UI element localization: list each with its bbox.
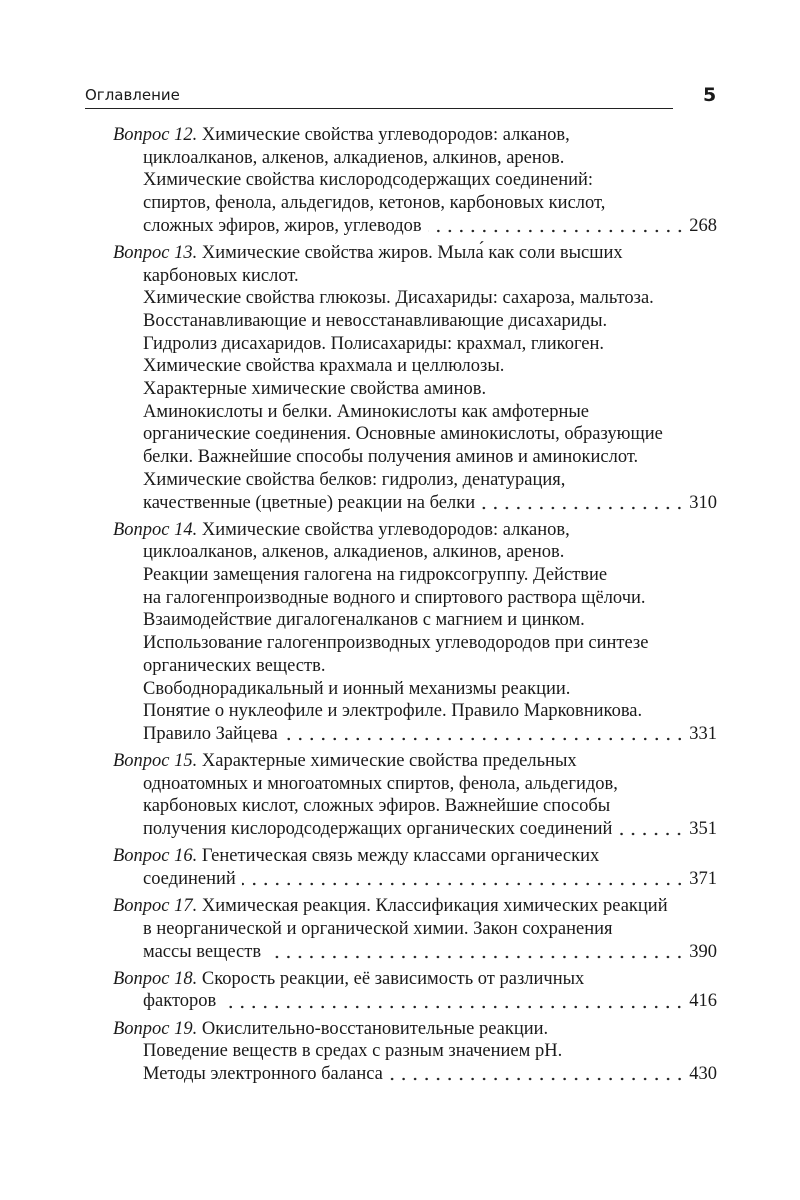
question-label: Вопрос 19.	[113, 1018, 198, 1039]
toc-entry[interactable]	[113, 845, 717, 890]
toc-entry-text: соединений	[143, 869, 236, 889]
toc-entry-text-wrap	[143, 402, 589, 422]
toc-entry-text: Химические свойства крахмала и целлюлозы.	[143, 356, 505, 377]
dot-leader	[267, 955, 685, 959]
toc-entry-line	[113, 446, 717, 469]
toc-entry-text-wrap	[143, 311, 607, 331]
toc-entry-line	[113, 918, 717, 941]
toc-entry-line	[113, 378, 717, 401]
toc-entry-text-wrap	[113, 751, 577, 771]
toc-entry-text-wrap	[113, 846, 599, 866]
toc-entry-line	[113, 215, 717, 238]
toc-entry-text-wrap	[143, 701, 642, 721]
toc-entry-text: Методы электронного баланса	[143, 1064, 383, 1084]
toc-entry-line	[113, 1040, 717, 1063]
toc-entry-line	[113, 147, 717, 170]
toc-entry[interactable]	[113, 895, 717, 963]
toc-entry-text-wrap	[143, 610, 585, 630]
toc-entry-text: Реакции замещения галогена на гидроксогруппу. Действие	[143, 565, 608, 586]
toc-entry-text-wrap	[143, 941, 261, 964]
toc-entry-text: Химические свойства глюкозы. Дисахариды: сахароза, мальтоза.	[143, 288, 654, 309]
toc-entry-text-wrap	[113, 125, 570, 145]
toc-entry[interactable]	[113, 1018, 717, 1086]
toc-entry-text-wrap	[143, 492, 475, 515]
question-label: Вопрос 17.	[113, 896, 198, 917]
toc-entry-line	[113, 700, 717, 723]
toc-entry-text-wrap	[143, 193, 605, 213]
toc-entry-text: циклоалканов, алкенов, алкадиенов, алкинов, аренов.	[143, 542, 565, 563]
toc-entry-line	[113, 564, 717, 587]
toc-entry-line	[113, 895, 717, 918]
toc-entry-line	[113, 750, 717, 773]
toc-entry-line	[113, 124, 717, 147]
toc-entry-text-wrap	[143, 470, 565, 490]
toc-entry-text: Химические свойства углеводородов: алканов,	[201, 519, 570, 540]
toc-entry-text: в неорганической и органической химии. Закон сохранения	[143, 918, 613, 939]
toc-page-number[interactable]: 371	[689, 869, 717, 889]
toc-entry-text-wrap	[143, 288, 654, 308]
toc-entry-text: Правило Зайцева	[143, 723, 278, 744]
toc-entry-text: Химические свойства белков: гидролиз, денатурация,	[143, 469, 566, 490]
toc-entry-text: Характерные химические свойства предельных	[201, 751, 577, 772]
toc-entry-text: Восстанавливающие и невосстанавливающие дисахариды.	[143, 311, 608, 331]
toc-entry-text: органических веществ.	[143, 655, 326, 676]
toc-entry-text-wrap	[143, 990, 216, 1013]
page-number: 5	[703, 84, 717, 106]
toc-entry-line	[113, 192, 717, 215]
toc-entry-text: сложных эфиров, жиров, углеводов	[143, 215, 422, 236]
toc-entry-line	[113, 1018, 717, 1041]
toc-page-number[interactable]: 390	[689, 941, 717, 962]
toc-page-number[interactable]: 430	[689, 1064, 717, 1084]
toc-entry-text-wrap	[143, 796, 610, 816]
toc-entry-text: циклоалканов, алкенов, алкадиенов, алкинов, аренов.	[143, 147, 565, 168]
toc-entry-text-wrap	[113, 969, 584, 989]
toc-entry-line	[113, 541, 717, 564]
toc-entry-text: Скорость реакции, её зависимость от различных	[201, 968, 585, 989]
toc-entry-line	[113, 773, 717, 796]
toc-entry-text-wrap	[143, 215, 422, 238]
toc-entry-line	[113, 587, 717, 610]
toc-entry-line	[113, 423, 717, 446]
toc-entry-text: карбоновых кислот, сложных эфиров. Важнейшие способы	[143, 796, 611, 817]
toc-entry-line	[113, 845, 717, 868]
question-label: Вопрос 18.	[113, 968, 198, 989]
toc-entry-text-wrap	[113, 243, 623, 263]
running-header	[85, 86, 673, 109]
question-label: Вопрос 15.	[113, 751, 198, 772]
toc-entry-line	[113, 287, 717, 310]
running-header-title: Оглавление	[85, 86, 180, 104]
toc-entry-text-wrap	[143, 774, 618, 794]
toc-entry[interactable]	[113, 968, 717, 1013]
toc-entry-line	[113, 632, 717, 655]
toc-entry-text-wrap	[143, 656, 325, 676]
toc-entry-text-wrap	[143, 424, 663, 444]
toc-entry-text-wrap	[143, 542, 564, 562]
toc-entry-text-wrap	[143, 266, 299, 286]
toc-entry-text-wrap	[143, 868, 236, 891]
toc-entry-text: Химическая реакция. Классификация химических реакций	[201, 896, 668, 917]
toc-entry-line	[113, 355, 717, 378]
toc-entry-text-wrap	[143, 633, 648, 653]
toc-entry-text: Окислительно-восстановительные реакции.	[201, 1018, 549, 1039]
question-label: Вопрос 16.	[113, 846, 198, 867]
toc-entry-text-wrap	[143, 679, 570, 699]
toc-entry-text-wrap	[143, 447, 638, 467]
toc-entry-text: Характерные химические свойства аминов.	[143, 379, 487, 400]
toc-entry-line	[113, 265, 717, 288]
toc-entry-line	[113, 941, 717, 964]
toc-entry-text: на галогенпроизводные водного и спиртового раствора щёлочи.	[143, 587, 646, 608]
toc-entry-line	[113, 655, 717, 678]
toc-entry-text: карбоновых кислот.	[143, 265, 299, 286]
toc-entry-line	[113, 868, 717, 891]
toc-page-number[interactable]: 268	[689, 215, 717, 236]
toc-entry-text: факторов	[143, 991, 217, 1012]
toc-entry-text-wrap	[113, 520, 570, 540]
dot-leader	[618, 832, 685, 836]
toc-entry-text-wrap	[143, 379, 486, 399]
toc-entry-line	[113, 609, 717, 632]
toc-entry-line	[113, 990, 717, 1013]
table-of-contents	[113, 124, 717, 1090]
dot-leader	[284, 737, 685, 741]
toc-entry-text: органические соединения. Основные аминокислоты, образующие	[143, 424, 663, 445]
dot-leader	[428, 229, 686, 233]
toc-entry-text: одноатомных и многоатомных спиртов, фенола, альдегидов,	[143, 773, 618, 794]
dot-leader	[222, 1005, 685, 1009]
toc-entry[interactable]	[113, 750, 717, 841]
toc-entry-text: Генетическая связь между классами органических	[201, 846, 600, 867]
question-label: Вопрос 13.	[113, 242, 198, 263]
dot-leader	[389, 1077, 685, 1081]
toc-entry-line	[113, 723, 717, 746]
toc-entry-text: Понятие о нуклеофиле и электрофиле. Правило Марковникова.	[143, 701, 643, 722]
toc-entry-text: Химические свойства кислородсодержащих соединений:	[143, 170, 594, 191]
toc-entry-line	[113, 492, 717, 515]
toc-entry-text: Гидролиз дисахаридов. Полисахариды: крахмал, гликоген.	[143, 333, 605, 354]
toc-entry-text: качественные (цветные) реакции на белки	[143, 492, 476, 513]
toc-entry-text: Свободнорадикальный и ионный механизмы реакции.	[143, 678, 571, 699]
toc-page-number[interactable]: 331	[689, 723, 717, 744]
toc-entry-text-wrap	[113, 1019, 548, 1039]
toc-entry-text: Взаимодействие дигалогеналканов с магнием и цинком.	[143, 610, 585, 631]
toc-entry-line	[113, 1063, 717, 1086]
toc-page-number[interactable]: 310	[689, 492, 717, 513]
toc-entry-text: Использование галогенпроизводных углеводородов при синтезе	[143, 633, 649, 654]
toc-entry-text-wrap	[143, 334, 604, 354]
toc-entry-line	[113, 333, 717, 356]
toc-entry-line	[113, 310, 717, 333]
question-label: Вопрос 12.	[113, 125, 198, 145]
toc-entry-text-wrap	[143, 170, 593, 190]
toc-entry-line	[113, 795, 717, 818]
toc-entry-text: белки. Важнейшие способы получения аминов и аминокислот.	[143, 447, 639, 468]
toc-entry-text-wrap	[113, 896, 668, 916]
toc-entry-text-wrap	[143, 1063, 383, 1086]
toc-entry-text-wrap	[143, 818, 612, 841]
toc-entry-text-wrap	[143, 148, 564, 168]
toc-entry-line	[113, 469, 717, 492]
toc-entry-line	[113, 401, 717, 424]
toc-entry-line	[113, 169, 717, 192]
toc-entry-line	[113, 678, 717, 701]
toc-entry-text-wrap	[143, 1041, 562, 1061]
question-label: Вопрос 14.	[113, 519, 198, 540]
toc-entry-line	[113, 519, 717, 542]
toc-entry-line	[113, 818, 717, 841]
toc-entry[interactable]	[113, 519, 717, 746]
toc-page-number[interactable]: 416	[689, 991, 717, 1012]
toc-entry-text: спиртов, фенола, альдегидов, кетонов, карбоновых кислот,	[143, 193, 606, 214]
toc-entry-text-wrap	[143, 723, 278, 746]
toc-entry-text-wrap	[143, 565, 607, 585]
toc-entry-text-wrap	[143, 356, 504, 376]
toc-entry-text: Химические свойства жиров. Мыла́ как соли высших	[201, 242, 623, 263]
toc-entry-text-wrap	[143, 588, 646, 608]
dot-leader	[242, 882, 685, 886]
toc-page-number[interactable]: 351	[689, 819, 717, 840]
dot-leader	[481, 506, 685, 510]
toc-entry-line	[113, 242, 717, 265]
toc-entry[interactable]	[113, 242, 717, 514]
toc-entry-line	[113, 968, 717, 991]
toc-entry-text: Аминокислоты и белки. Аминокислоты как амфотерные	[143, 401, 589, 422]
toc-entry[interactable]	[113, 124, 717, 237]
toc-entry-text: Химические свойства углеводородов: алканов,	[201, 125, 570, 145]
toc-entry-text-wrap	[143, 919, 613, 939]
toc-entry-text: Поведение веществ в средах с разным значением pH.	[143, 1041, 563, 1062]
toc-entry-text: получения кислородсодержащих органических соединений	[143, 819, 613, 840]
toc-entry-text: массы веществ	[143, 941, 262, 962]
